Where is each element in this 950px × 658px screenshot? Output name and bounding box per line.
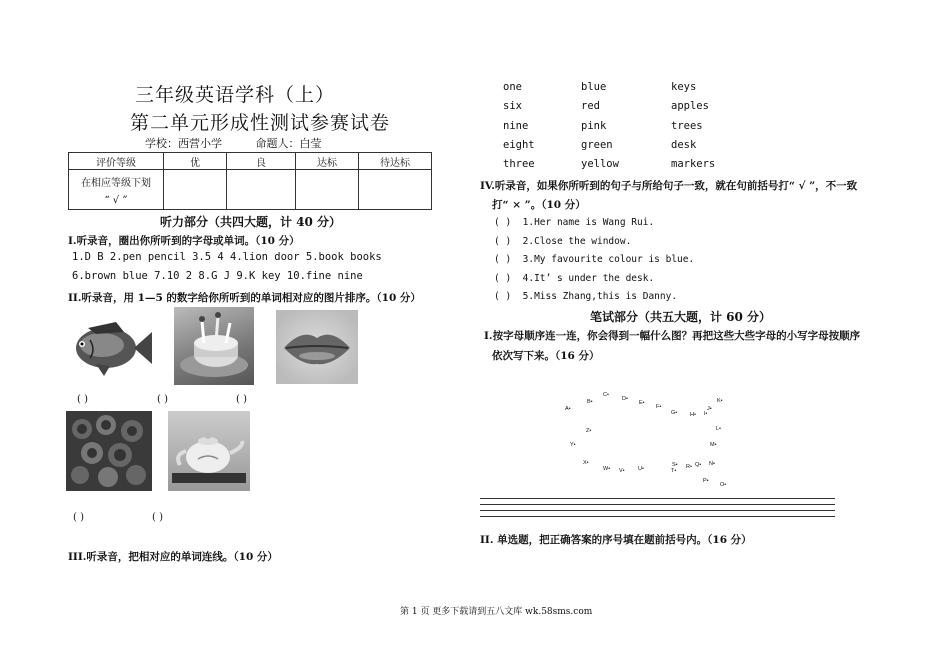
- exam-title-line2: 第二单元形成性测试参赛试卷: [130, 112, 391, 134]
- match-word[interactable]: blue: [581, 81, 607, 93]
- school-name: 学校：西营小学: [145, 137, 222, 150]
- dot-letter-r: R•: [686, 464, 692, 470]
- listening-q3-title: III.听录音，把相对应的单词连线。（10 分）: [68, 551, 278, 563]
- listening-q4-title: IV.听录音，如果你所听到的句子与所给句子一致，就在句前括号打“ √ ”，不一致: [480, 180, 858, 192]
- dot-letter-y: Y•: [570, 442, 576, 448]
- judge-item: [494, 236, 631, 247]
- judge-sentence: 5.Miss Zhang,this is Danny.: [522, 291, 678, 302]
- match-word[interactable]: green: [581, 138, 613, 151]
- writing-q1-title: I.按字母顺序连一连，你会得到一幅什么图？再把这些大些字母的小写字母按顺序: [484, 330, 861, 342]
- dot-letter-h: H•: [690, 412, 696, 418]
- match-word[interactable]: nine: [503, 119, 529, 132]
- dot-letter-k: K•: [717, 398, 723, 404]
- listening-q1-line1: 1.D B 2.pen pencil 3.5 4 4.lion door 5.book books: [72, 251, 382, 263]
- listening-heading: 听力部分（共四大题，计 40 分）: [160, 215, 342, 229]
- match-word[interactable]: apples: [671, 100, 709, 113]
- cake-picture: [174, 307, 254, 385]
- answer-blank[interactable]: ( ): [152, 512, 163, 523]
- judge-bracket[interactable]: ( ): [494, 273, 512, 284]
- grade-header: 待达标: [359, 153, 432, 170]
- judge-sentence: 2.Close the window.: [522, 236, 632, 247]
- match-word[interactable]: pink: [581, 119, 607, 132]
- writing-line: [480, 504, 835, 505]
- grade-row-label-1: 在相应等级下划: [81, 177, 151, 189]
- word-column-objects: [671, 81, 715, 177]
- dot-letter-u: U•: [638, 466, 644, 472]
- dot-letter-q: Q•: [695, 462, 702, 468]
- dot-letter-v: V•: [619, 468, 625, 474]
- word-column-numbers: [503, 81, 535, 177]
- judge-sentence: 1.Her name is Wang Rui.: [522, 217, 655, 228]
- judge-sentence: 4.It’ s under the desk.: [522, 273, 655, 284]
- dot-letter-o: O•: [720, 482, 727, 488]
- judge-item: [494, 273, 654, 284]
- dot-letter-a: A•: [565, 406, 571, 412]
- word-column-colours: [581, 81, 619, 177]
- dot-letter-t: T•: [671, 468, 677, 474]
- exam-meta: [145, 135, 352, 151]
- grade-row-label-2: “ √ ”: [104, 194, 128, 206]
- writing-line: [480, 516, 835, 517]
- teapot-icon: [168, 411, 250, 491]
- mouth-icon: [276, 310, 358, 384]
- fish-icon: [66, 310, 154, 384]
- grade-cell[interactable]: [296, 170, 359, 210]
- match-word[interactable]: markers: [671, 158, 716, 171]
- match-word[interactable]: desk: [671, 138, 697, 151]
- dot-letter-f: F•: [656, 404, 662, 410]
- grade-row-label: [69, 170, 164, 210]
- match-word[interactable]: red: [581, 100, 600, 113]
- dot-letter-x: X•: [583, 460, 589, 466]
- listening-q4-title-2: 打“ × ”。（10 分）: [492, 199, 586, 211]
- dot-letter-c: C•: [603, 392, 609, 398]
- dot-letter-n: N•: [709, 461, 715, 467]
- judge-item: [494, 217, 654, 228]
- answer-blank[interactable]: ( ): [236, 394, 247, 405]
- answer-blank[interactable]: ( ): [73, 512, 84, 523]
- writing-q2-title: II. 单选题，把正确答案的序号填在题前括号内。（16 分）: [480, 534, 752, 546]
- writing-q1-title-2: 依次写下来。（16 分）: [492, 350, 600, 362]
- mouth-picture: [276, 310, 358, 384]
- answer-blank[interactable]: ( ): [77, 394, 88, 405]
- grade-cell[interactable]: [227, 170, 296, 210]
- writing-line: [480, 510, 835, 511]
- exam-title-line1: 三年级英语学科（上）: [135, 84, 336, 106]
- grade-header: 达标: [296, 153, 359, 170]
- dot-letter-p: P•: [703, 478, 709, 484]
- page-footer: 第 1 页 更多下载请到五八文库 wk.58sms.com: [400, 607, 593, 617]
- listening-q1-title: I.听录音，圈出你所听到的字母或单词。（10 分）: [68, 235, 300, 247]
- listening-q1-line2: 6.brown blue 7.10 2 8.G J 9.K key 10.fine nine: [72, 270, 363, 282]
- match-word[interactable]: yellow: [581, 158, 619, 171]
- dot-letter-z: Z•: [586, 428, 592, 434]
- judge-bracket[interactable]: ( ): [494, 217, 512, 228]
- grade-header: 良: [227, 153, 296, 170]
- judge-sentence: 3.My favourite colour is blue.: [522, 254, 695, 265]
- writing-line: [480, 498, 835, 499]
- judge-item: [494, 254, 694, 265]
- dot-letter-j: J•: [707, 406, 712, 412]
- writing-heading: 笔试部分（共五大题，计 60 分）: [590, 310, 772, 324]
- match-word[interactable]: eight: [503, 138, 535, 151]
- flower-icon: [66, 411, 152, 491]
- judge-bracket[interactable]: ( ): [494, 291, 512, 302]
- dot-letter-w: W•: [603, 466, 611, 472]
- teapot-picture: [168, 411, 250, 491]
- author-name: 命题人：白莹: [255, 137, 322, 150]
- dot-letter-b: B•: [587, 399, 593, 405]
- dot-letter-e: E•: [639, 400, 645, 406]
- dot-letter-m: M•: [710, 442, 717, 448]
- match-word[interactable]: one: [503, 81, 522, 93]
- judge-bracket[interactable]: ( ): [494, 254, 512, 265]
- answer-blank[interactable]: ( ): [157, 394, 168, 405]
- match-word[interactable]: six: [503, 100, 522, 113]
- judge-item: [494, 291, 677, 302]
- match-word[interactable]: keys: [671, 81, 697, 93]
- match-word[interactable]: three: [503, 158, 535, 171]
- flowers-picture: [66, 411, 152, 491]
- grade-header: 优: [164, 153, 227, 170]
- grading-table: [68, 152, 432, 210]
- fish-picture: [66, 310, 154, 384]
- cake-icon: [174, 307, 254, 385]
- grade-cell[interactable]: [164, 170, 227, 210]
- dot-letter-g: G•: [671, 410, 678, 416]
- dot-letter-d: D•: [622, 396, 628, 402]
- listening-q2-title: II.听录音，用 1—5 的数字给你所听到的单词相对应的图片排序。（10 分）: [68, 292, 421, 304]
- grade-header: 评价等级: [69, 153, 164, 170]
- match-word[interactable]: trees: [671, 119, 703, 132]
- dot-letter-l: L•: [716, 426, 721, 432]
- dot-letter-i: I•: [704, 411, 708, 417]
- dot-letter-s: S•: [672, 462, 678, 468]
- grade-cell[interactable]: [359, 170, 432, 210]
- judge-bracket[interactable]: ( ): [494, 236, 512, 247]
